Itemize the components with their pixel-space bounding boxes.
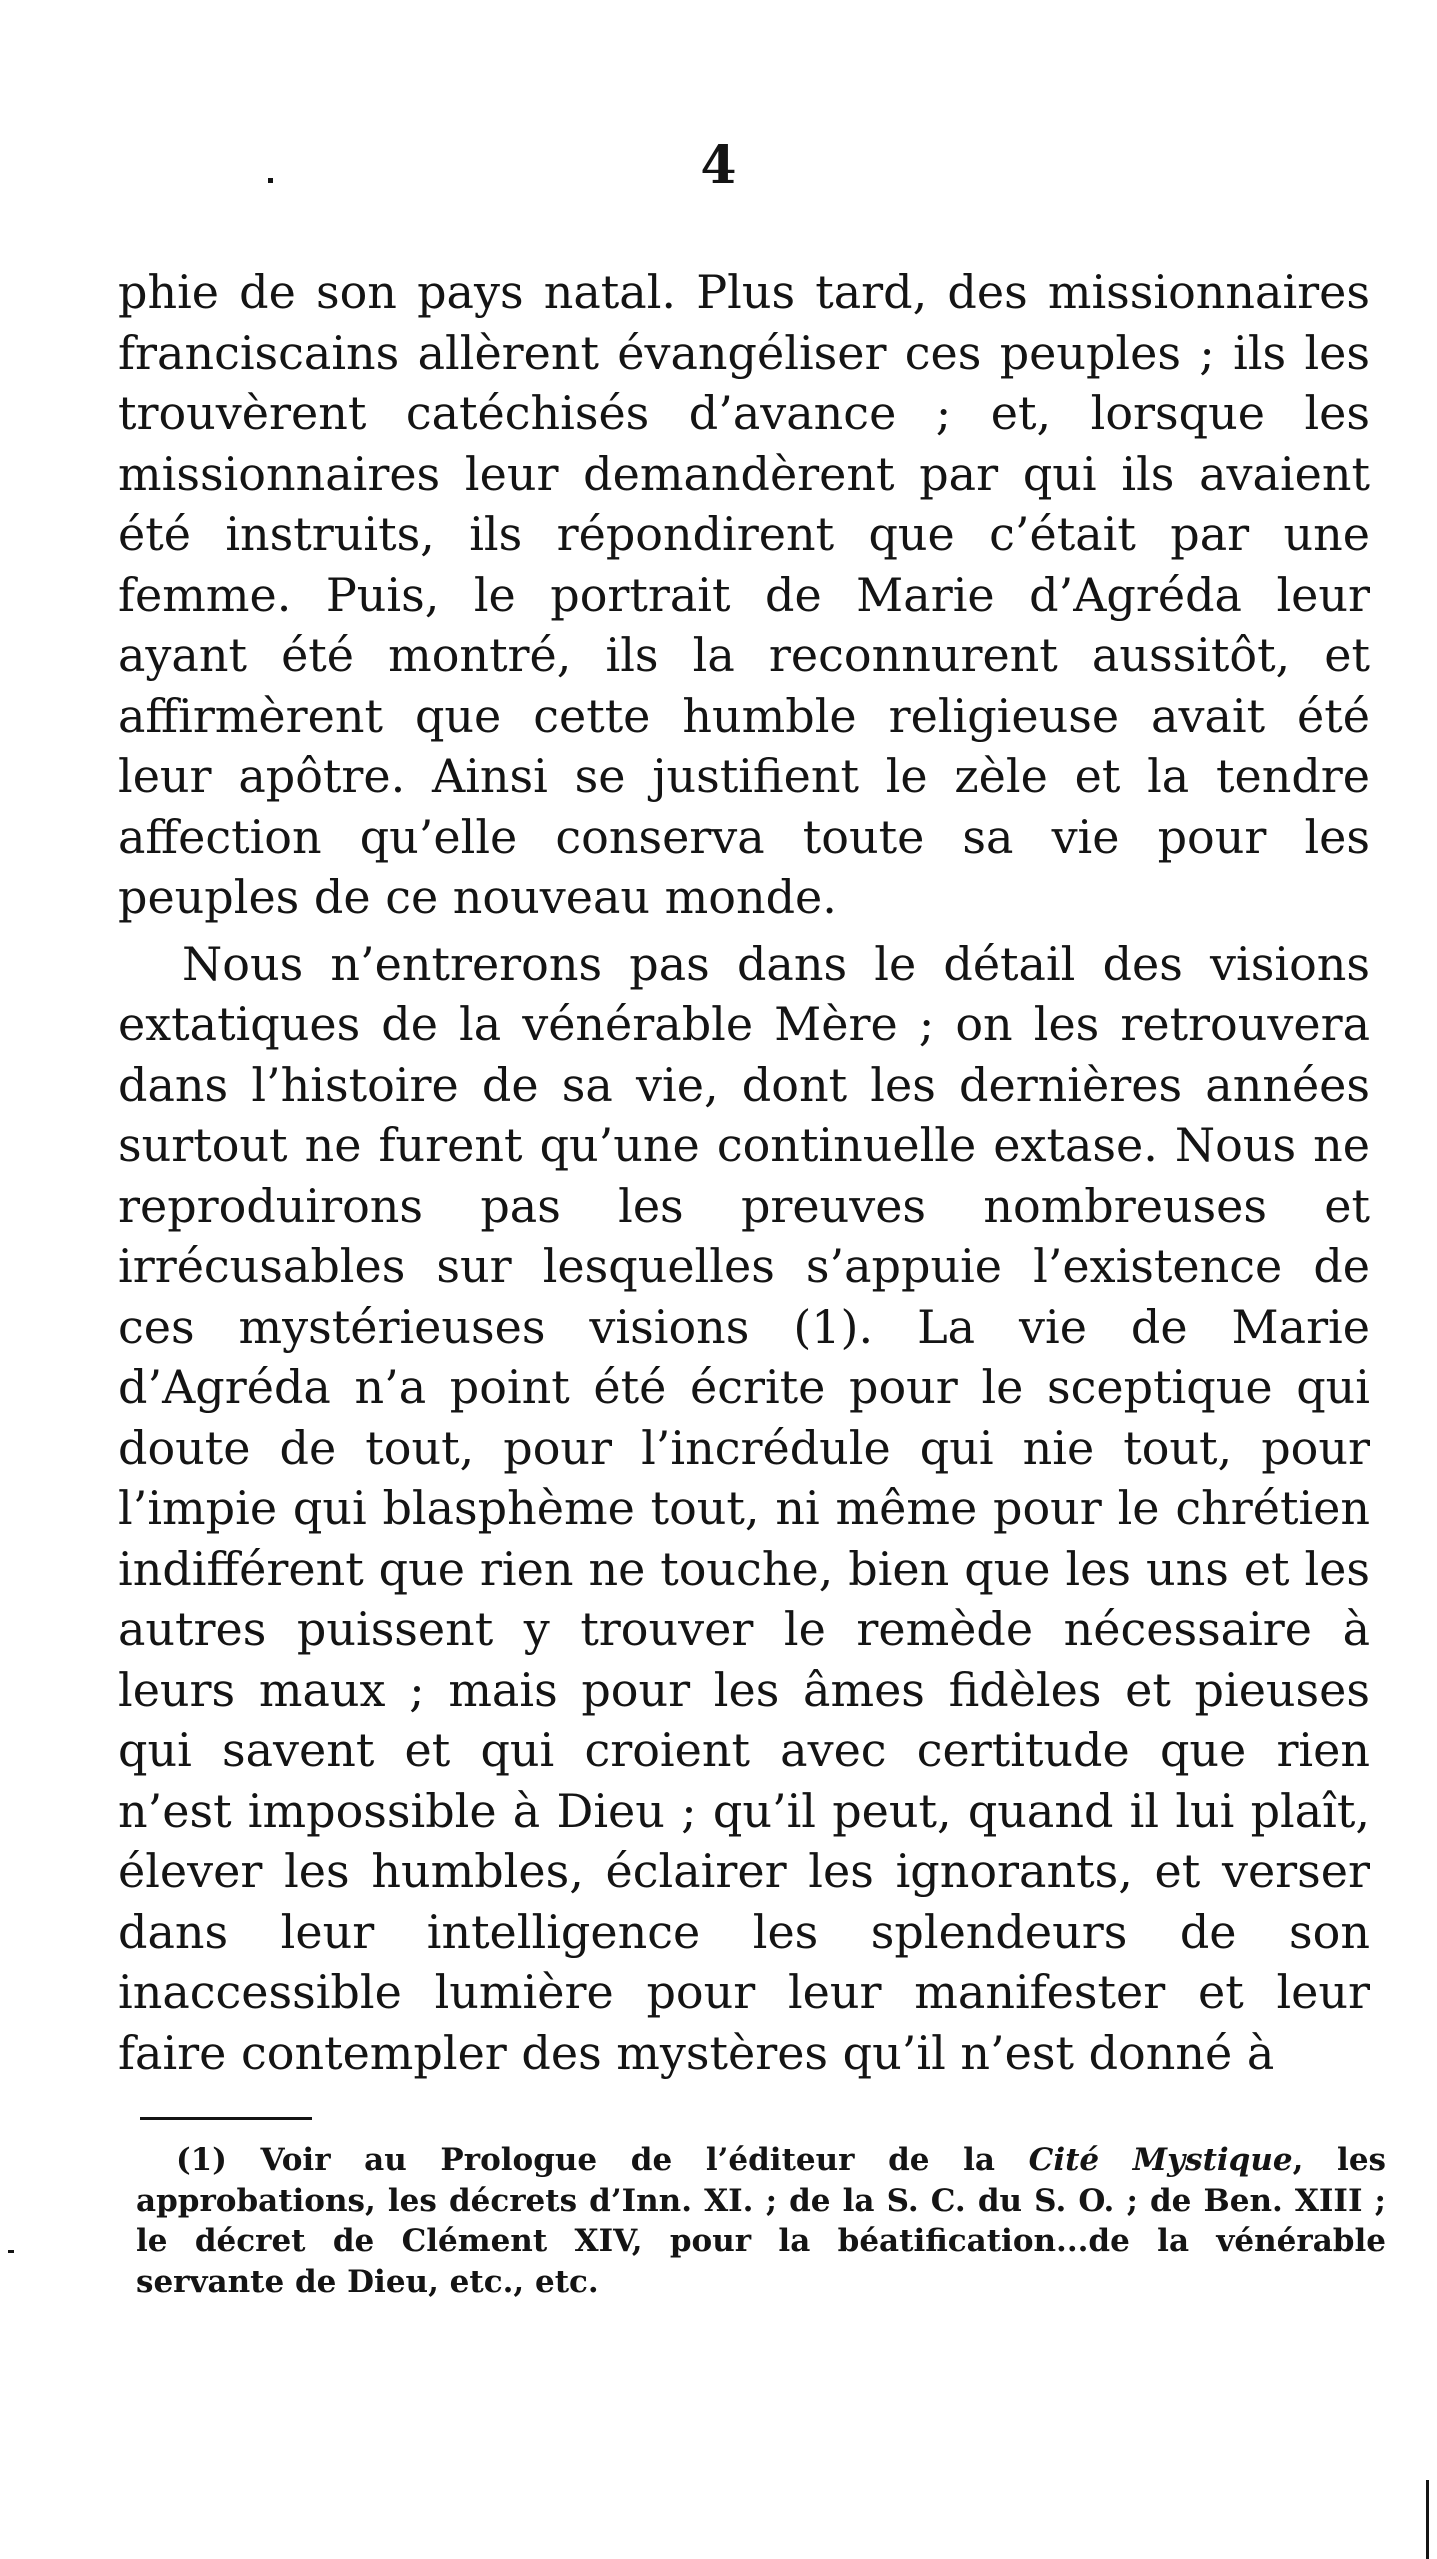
page-number: 4 <box>700 135 737 196</box>
scan-mark-left <box>8 2250 14 2253</box>
scan-mark-right <box>1426 2480 1429 2559</box>
paragraph-visions: Nous n’entrerons pas dans le détail des visions extatiques de la vénérable Mère ; on les retrouvera dans l’histoire de sa vie, dont les dernières années surtout ne furent qu’une continuelle extase. Nous ne reproduirons pas les preuves nombreuses et irrécusables sur lesquelles s’appuie l’existence de ces mystérieuses visions (1). La vie de Marie d’Agréda n’a point été écrite pour le sceptique qui doute de tout, pour l’incrédule qui nie tout, pour l’impie qui blasphème tout, ni même pour le chrétien indifférent que rien ne touche, bien que les uns et les autres puissent y trouver le remède nécessaire à leurs maux ; mais pour les âmes fidèles et pieuses qui savent et qui croient avec certitude que rien n’est impossible à Dieu ; qu’il peut, quand il lui plaît, élever les humbles, éclairer les ignorants, et verser dans leur intelligence les splendeurs de son inaccessible lumière pour leur manifester et leur faire contempler des mystères qu’il n’est donné à <box>118 936 1370 2080</box>
footnote-book-title: Cité Mystique <box>1028 2142 1293 2178</box>
paragraph-continued: phie de son pays natal. Plus tard, des missionnaires franciscains allèrent évangéliser ces peuples ; ils les trouvèrent catéchisés d’avance ; et, lorsque les missionnaires leur demandèrent par qui ils avaient été instruits, ils répondirent que c’était par une femme. Puis, le portrait de Marie d’Agréda leur ayant été montré, ils la reconnurent aussitôt, et affirmèrent que cette humble religieuse avait été leur apôtre. Ainsi se justifient le zèle et la tendre affection qu’elle conserva toute sa vie pour les peuples de ce nouveau monde. <box>118 265 1370 924</box>
footnote-text-end: , les approbations, les décrets d’Inn. XI. ; de la S. C. du S. O. ; de Ben. XIII ; le décret de Clément XIV, pour la béatification...de la vénérable servante de Dieu, etc., etc. <box>136 2142 1386 2300</box>
footnote-text-start: (1) Voir au Prologue de l’éditeur de la <box>176 2142 1029 2178</box>
main-text <box>118 262 1370 2083</box>
footnote <box>136 2140 1386 2302</box>
scan-mark-top <box>268 178 273 183</box>
footnote-divider <box>140 2117 312 2120</box>
